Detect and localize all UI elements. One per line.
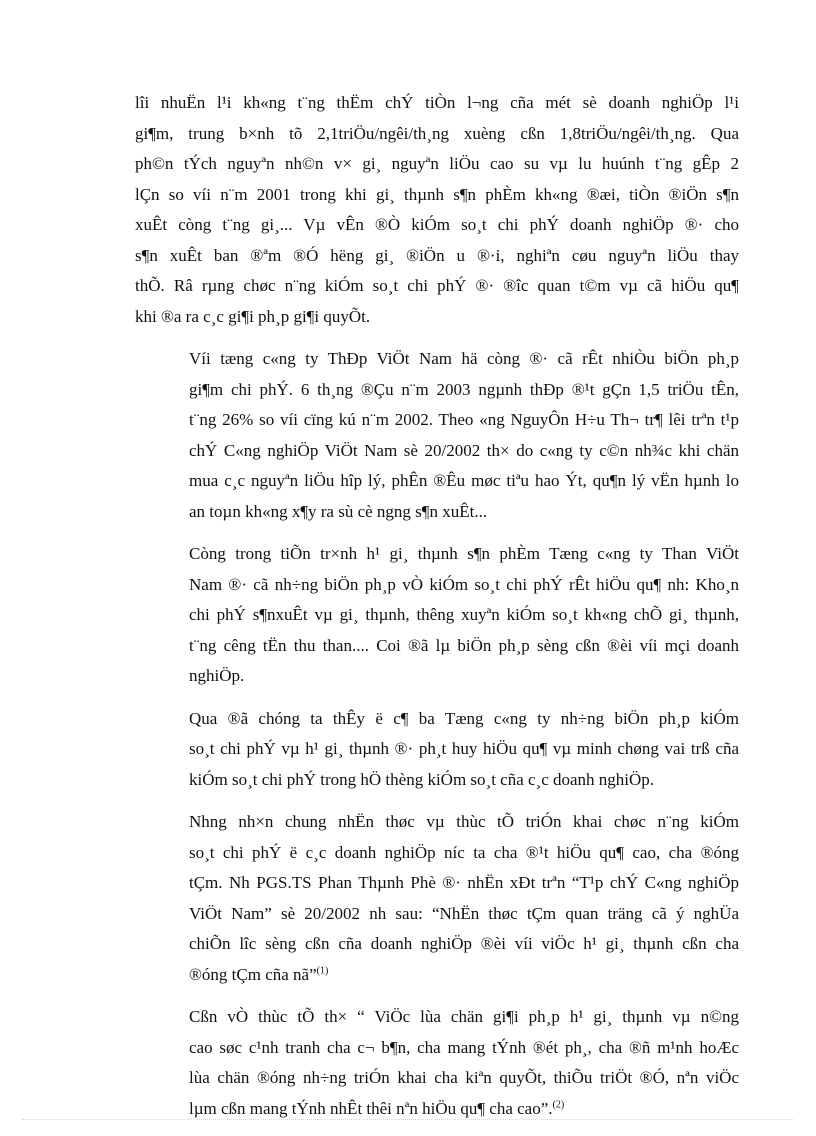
text-line (135, 960, 739, 991)
footnote-marker: (1) (316, 964, 329, 976)
text-line (135, 88, 739, 119)
text-line-content: Qua ®ã chóng ta thÊy ë c¶ ba Tæng c«ng ty nh÷ng biÖn ph¸p kiÓm (189, 708, 739, 728)
text-line-content: t¨ng 26% so víi cïng kú n¨m 2002. Theo «ng NguyÔn H÷u Th¬ tr¶ lêi trªn t¹p (189, 410, 739, 429)
text-line-content: ViÖt Nam” sè 20/2002 nh sau: “NhËn thøc tÇm quan träng cã ý nghÜa (189, 903, 739, 923)
text-line-content: chÝ C«ng nghiÖp ViÖt Nam sè 20/2002 th× do c«ng ty c©n nh¾c khi chän (189, 440, 739, 460)
text-line (135, 600, 739, 631)
text-line (135, 868, 739, 899)
text-line-content: t¨ng cêng tËn thu than.... Coi ®ã lµ biÖn ph¸p sèng cßn ®èi víi mçi doanh (189, 635, 739, 655)
text-line-content: Cßn vÒ thùc tÕ th× “ ViÖc lùa chän gi¶i ph¸p h¹ gi¸ thµnh vµ n©ng (189, 1007, 739, 1026)
text-line-content: Víi tæng c«ng ty ThÐp ViÖt Nam hä còng ®· cã rÊt nhiÒu biÖn ph¸p (189, 349, 739, 368)
text-line-content: s¶n xuÊt ban ®ªm ®Ó hëng gi¸ ®iÖn u ®·i, nghiªn cøu nguyªn liÖu thay (135, 245, 739, 265)
text-line-content: so¸t chi phÝ vµ h¹ gi¸ thµnh ®· ph¸t huy hiÖu qu¶ vµ minh chøng vai trß cña (189, 739, 739, 758)
text-line (135, 180, 739, 211)
text-line (135, 149, 739, 180)
text-line-content: gi¶m, trung b×nh tõ 2,1triÖu/ngêi/th¸ng xuèng cßn 1,8triÖu/ngêi/th¸ng. Qua (135, 123, 739, 143)
text-line-content: Nam ®· cã nh÷ng biÖn ph¸p vÒ kiÓm so¸t chi phÝ rÊt hiÖu qu¶ nh: Kho¸n (189, 574, 739, 594)
text-line-content: Nhng nh×n chung nhËn thøc vµ thùc tÕ triÓn khai chøc n¨ng kiÓm (189, 812, 739, 831)
text-line (135, 838, 739, 869)
text-line-content: tÇm. Nh PGS.TS Phan Thµnh Phè ®· nhËn xÐt trªn “T¹p chÝ C«ng nghiÖp (189, 873, 739, 892)
paragraph-6 (135, 1002, 739, 1124)
text-line (135, 436, 739, 467)
text-line (135, 539, 739, 570)
text-line (135, 119, 739, 150)
footnote-marker: (2) (552, 1098, 565, 1110)
text-line-content: lîi nhuËn l¹i kh«ng t¨ng thËm chÝ tiÒn l¬ng cña mét sè doanh nghiÖp l¹i (135, 93, 739, 112)
text-line (135, 734, 739, 765)
text-line (135, 1002, 739, 1033)
text-line (135, 241, 739, 272)
text-line (135, 497, 739, 528)
text-line-content: xuÊt còng t¨ng gi¸... Vµ vÊn ®Ò kiÓm so¸t chi phÝ doanh nghiÖp ®· cho (135, 215, 739, 234)
text-line (135, 344, 739, 375)
text-line-content: chiÕn lîc sèng cßn cña doanh nghiÖp ®èi víi viÖc h¹ gi¸ thµnh cßn cha (189, 934, 739, 953)
text-line-content: nghiÖp. (189, 666, 245, 685)
text-line (135, 210, 739, 241)
text-line (135, 1033, 739, 1064)
paragraph-5 (135, 807, 739, 990)
text-line-content: lùa chän ®óng nh÷ng triÓn khai cha kiªn quyÕt, thiÕu triÖt ®Ó, nªn viÖc (189, 1068, 739, 1087)
paragraph-3 (135, 539, 739, 692)
text-line (135, 375, 739, 406)
text-line (135, 1063, 739, 1094)
text-line-content: khi ®a ra c¸c gi¶i ph¸p gi¶i quyÕt. (135, 306, 371, 326)
text-line (135, 570, 739, 601)
text-line-content: chi phÝ s¶nxuÊt vµ gi¸ thµnh, thêng xuyªn kiÓm so¸t kh«ng chÕ gi¸ thµnh, (189, 605, 739, 624)
text-line (135, 704, 739, 735)
text-line-content: ®óng tÇm cña nã” (189, 964, 317, 984)
text-line (135, 661, 739, 692)
text-line (135, 302, 739, 333)
text-line-content: cao søc c¹nh tranh cha c¬ b¶n, cha mang tÝnh ®ét ph¸, cha ®ñ m¹nh hoÆc (189, 1037, 739, 1057)
text-line-content: Còng trong tiÕn tr×nh h¹ gi¸ thµnh s¶n phÈm Tæng c«ng ty Than ViÖt (189, 544, 739, 563)
text-line-content: an toµn kh«ng x¶y ra sù cè ngng s¶n xuÊt... (189, 501, 488, 521)
text-line (135, 271, 739, 302)
text-line (135, 765, 739, 796)
text-line-content: gi¶m chi phÝ. 6 th¸ng ®Çu n¨m 2003 ngµnh thÐp ®¹t gÇn 1,5 triÖu tÊn, (189, 379, 739, 399)
text-line (135, 466, 739, 497)
text-line-content: kiÓm so¸t chi phÝ trong hÖ thèng kiÓm so¸t cña c¸c doanh nghiÖp. (189, 769, 655, 789)
text-line (135, 631, 739, 662)
text-line (135, 405, 739, 436)
text-line-content: lÇn so víi n¨m 2001 trong khi gi¸ thµnh s¶n phÈm kh«ng ®æi, tiÒn ®iÖn s¶n (135, 184, 739, 204)
text-line-content: mua c¸c nguyªn liÖu hîp lý, phÊn ®Êu møc tiªu hao Ýt, qu¶n lý vËn hµnh lo (189, 471, 739, 490)
text-line-content: thÕ. Râ rµng chøc n¨ng kiÓm so¸t chi phÝ ®· ®îc quan t©m vµ cã hiÖu qu¶ (135, 276, 739, 295)
paragraph-2 (135, 344, 739, 527)
text-line-content: so¸t chi phÝ ë c¸c doanh nghiÖp níc ta cha ®¹t hiÖu qu¶ cao, cha ®óng (189, 842, 739, 862)
text-line (135, 929, 739, 960)
page-bottom-rule (22, 1119, 794, 1120)
body-text (135, 88, 739, 1136)
text-line-content: lµm cßn mang tÝnh nhÊt thêi nªn hiÖu qu¶ cha cao”. (189, 1098, 553, 1118)
paragraph-1 (135, 88, 739, 332)
paragraph-4 (135, 704, 739, 796)
text-line (135, 899, 739, 930)
text-line-content: ph©n tÝch nguyªn nh©n v× gi¸ nguyªn liÖu cao su vµ lu huúnh t¨ng gÊp 2 (135, 154, 739, 173)
text-line (135, 807, 739, 838)
